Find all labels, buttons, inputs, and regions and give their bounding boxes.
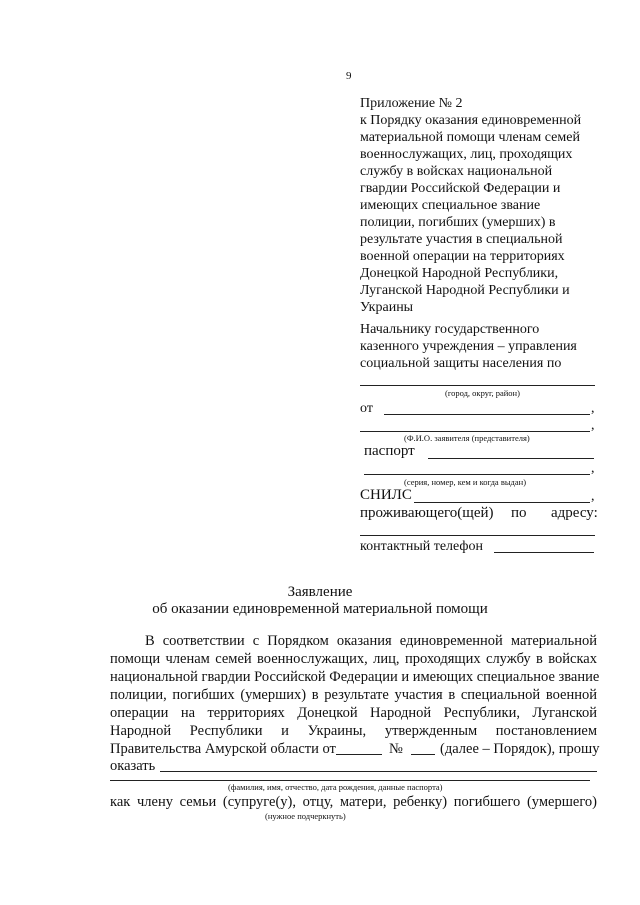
addressee-line: социальной защиты населения по (360, 356, 562, 371)
appendix-line: Приложение № 2 (360, 96, 463, 111)
comma: , (591, 461, 595, 476)
city-caption: (город, округ, район) (445, 388, 520, 398)
passport-field-line[interactable] (428, 458, 594, 459)
appendix-line: гвардии Российской Федерации и (360, 181, 561, 196)
snils-label: СНИЛС (360, 487, 412, 503)
appendix-line: военнослужащих, лиц, проходящих (360, 147, 573, 162)
applicant-name-field-line[interactable] (384, 414, 590, 415)
passport-field-line-2[interactable] (364, 474, 590, 475)
statement-title: Заявление (287, 584, 353, 600)
appendix-line: Украины (360, 300, 414, 315)
phone-label: контактный телефон (360, 539, 483, 554)
family-line: как члену семьи (супруге(у), отцу, матери, ребенку) погибшего (умершего) (110, 794, 597, 810)
page-number: 9 (346, 70, 352, 82)
appendix-line: полиции, погибших (умерших) в (360, 215, 556, 230)
phone-field-line[interactable] (494, 552, 594, 553)
appendix-line: военной операции на территориях (360, 249, 565, 264)
passport-label: паспорт (364, 443, 415, 459)
underline-caption: (нужное подчеркнуть) (265, 811, 346, 821)
body-line: операции на территориях Донецкой Народной Республики, Луганской (110, 705, 597, 721)
statement-subtitle: об оказании единовременной материальной помощи (152, 601, 488, 617)
body-line-part: № (389, 741, 403, 757)
fio-caption: (Ф.И.О. заявителя (представителя) (404, 433, 530, 443)
appendix-line: материальной помощи членам семей (360, 130, 580, 145)
appendix-line: имеющих специальное звание (360, 198, 541, 213)
city-field-line[interactable] (360, 385, 595, 386)
applicant-name-field-line-2[interactable] (360, 431, 590, 432)
appendix-line: службу в войсках национальной (360, 164, 553, 179)
appendix-line: Донецкой Народной Республики, (360, 266, 559, 281)
snils-field-line[interactable] (414, 502, 590, 503)
residing-word: проживающего(щей) (360, 505, 494, 521)
residing-word: по (511, 505, 527, 521)
appendix-line: к Порядку оказания единовременной (360, 113, 582, 128)
passport-caption: (серия, номер, кем и когда выдан) (404, 477, 527, 487)
body-line-part: Правительства Амурской области от (110, 741, 336, 757)
person-field-line-2[interactable] (110, 780, 590, 781)
person-caption: (фамилия, имя, отчество, дата рождения, данные паспорта) (228, 782, 443, 792)
from-label: от (360, 401, 373, 416)
decree-number-field-line[interactable] (411, 754, 435, 755)
decree-date-field-line[interactable] (336, 754, 382, 755)
addressee-line: казенного учреждения – управления (360, 339, 577, 354)
comma: , (591, 418, 595, 433)
body-line: полиции, погибших (умерших) в результате участия в специальной военной (110, 687, 597, 703)
comma: , (591, 489, 595, 504)
appendix-line: результате участия в специальной (360, 232, 563, 247)
body-line: помощи членам семей военнослужащих, лиц, проходящих службу в войсках (110, 651, 597, 667)
address-field-line[interactable] (360, 535, 595, 536)
appendix-line: Луганской Народной Республики и (360, 283, 570, 298)
comma: , (591, 401, 595, 416)
body-line: Народной Республики и Украины, утвержденным постановлением (110, 723, 597, 739)
body-line-part: оказать (110, 758, 156, 774)
body-line: В соответствии с Порядком оказания единовременной материальной (145, 633, 597, 649)
person-field-line[interactable] (160, 771, 597, 772)
residing-word: адресу: (551, 505, 598, 521)
body-line: национальной гвардии Российской Федерации и имеющих специальное звание (110, 669, 600, 685)
body-line-part: (далее – Порядок), прошу (440, 741, 600, 757)
addressee-line: Начальнику государственного (360, 322, 540, 337)
